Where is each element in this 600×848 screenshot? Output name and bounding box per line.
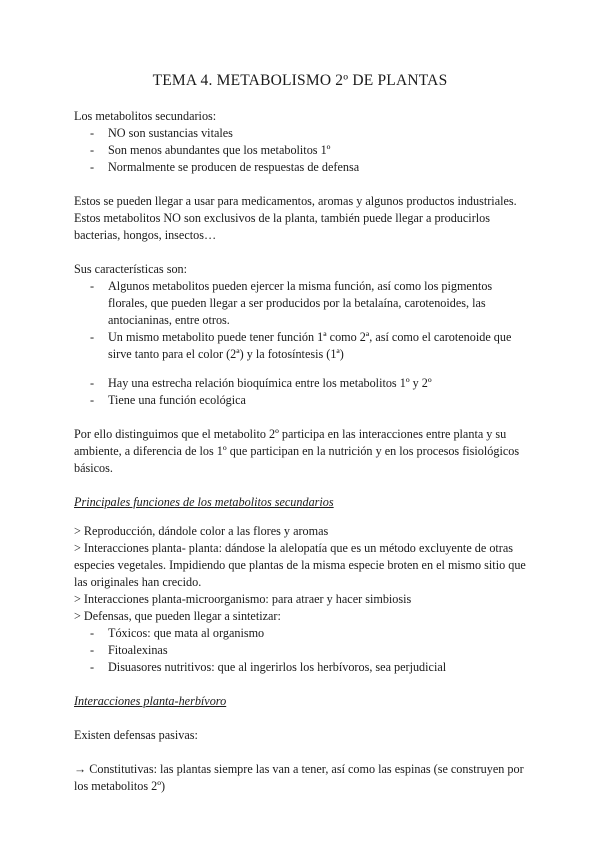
function-line: > Interacciones planta- planta: dándose la alelopatía que es un método excluyente de otras especies vegetales. Impidiendo que plantas de la misma especie broten en el mismo sitio que las originales han crecido. bbox=[74, 541, 526, 589]
intro-list bbox=[74, 125, 534, 176]
document-body bbox=[74, 108, 534, 795]
function-line: > Reproducción, dándole color a las flores y aromas bbox=[74, 524, 329, 538]
function-line: > Defensas, que pueden llegar a sintetizar: bbox=[74, 609, 281, 623]
list-item: - Un mismo metabolito puede tener función 1ª como 2ª, así como el carotenoide que sirve tanto para el color (2ª) y la fotosíntesis (1ª) bbox=[74, 329, 534, 363]
characteristics-list-2 bbox=[74, 375, 534, 409]
page-title: TEMA 4. METABOLISMO 2º DE PLANTAS bbox=[152, 72, 448, 89]
list-item: - Tóxicos: que mata al organismo bbox=[74, 625, 534, 642]
characteristics-heading: Sus características son: bbox=[74, 262, 188, 276]
characteristics-list bbox=[74, 278, 534, 363]
section-heading-herbivore: Interacciones planta-herbívoro bbox=[74, 694, 227, 708]
conclusion-paragraph: Por ello distinguimos que el metabolito 2º participa en las interacciones entre planta y su ambiente, a diferencia de los 1º que participan en la nutrición y en los procesos fisiológicos básicos. bbox=[74, 427, 520, 475]
section-heading-functions: Principales funciones de los metabolitos secundarios bbox=[74, 495, 334, 509]
list-item: - Normalmente se producen de respuestas de defensa bbox=[74, 159, 534, 176]
list-item: - Fitoalexinas bbox=[74, 642, 534, 659]
list-item: - Tiene una función ecológica bbox=[74, 392, 534, 409]
defense-list bbox=[74, 625, 534, 676]
list-item: - Son menos abundantes que los metabolitos 1º bbox=[74, 142, 534, 159]
constitutive-line: → Constitutivas: las plantas siempre las van a tener, así como las espinas (se construyen por los metabolitos 2º) bbox=[74, 762, 524, 793]
list-item: - NO son sustancias vitales bbox=[74, 125, 534, 142]
list-item: - Hay una estrecha relación bioquímica entre los metabolitos 1º y 2º bbox=[74, 375, 534, 392]
list-item: - Algunos metabolitos pueden ejercer la misma función, así como los pigmentos florales, que pueden llegar a ser producidos por la betalaína, carotenoides, las antocianinas, entre otros. bbox=[74, 278, 534, 329]
passive-defenses-line: Existen defensas pasivas: bbox=[74, 728, 198, 742]
uses-paragraph: Estos se pueden llegar a usar para medicamentos, aromas y algunos productos industriales. Estos metabolitos NO son exclusivos de la planta, también puede llegar a producirlos bacterias, hongos, insectos… bbox=[74, 194, 517, 242]
intro-heading: Los metabolitos secundarios: bbox=[74, 109, 217, 123]
function-line: > Interacciones planta-microorganismo: para atraer y hacer simbiosis bbox=[74, 592, 412, 606]
list-item: - Disuasores nutritivos: que al ingerirlos los herbívoros, sea perjudicial bbox=[74, 659, 534, 676]
